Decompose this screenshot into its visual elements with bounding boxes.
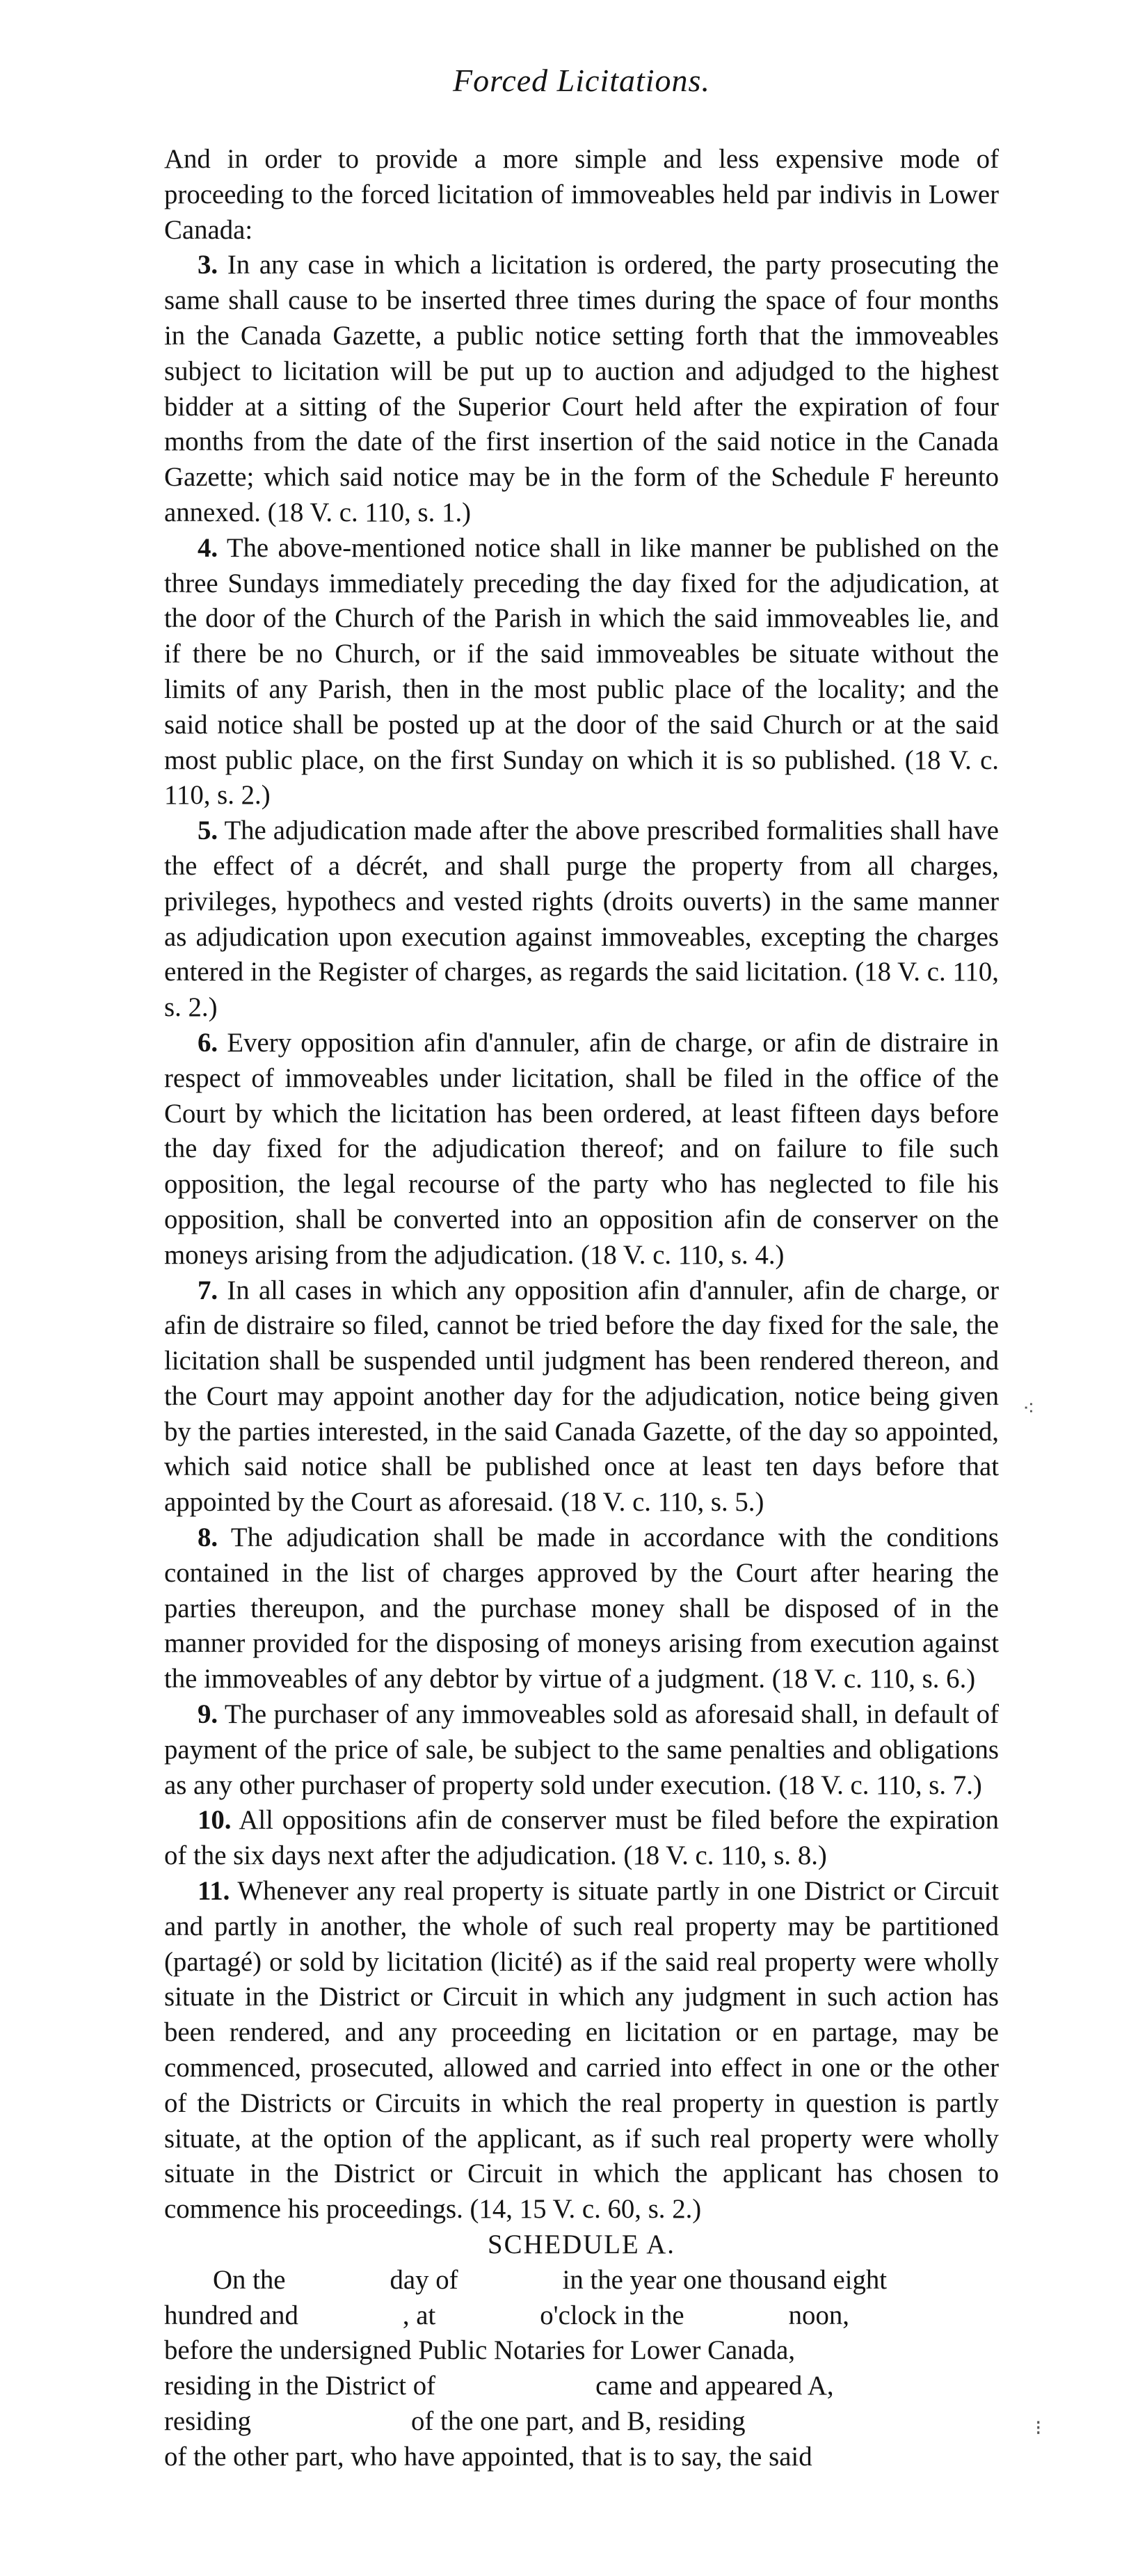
form-text: residing [164, 2406, 251, 2436]
margin-speck: ⁖ [1022, 1397, 1035, 1420]
section-4 [164, 531, 999, 813]
section-number: 8. [198, 1522, 218, 1553]
schedule-line-6: of the other part, who have appointed, that is to say, the said [164, 2441, 812, 2472]
intro-paragraph: And in order to provide a more simple and less expensive mode of proceeding to the forced licitation of immoveables held par indivis in Lower Canada: [164, 144, 999, 245]
section-number: 6. [198, 1027, 218, 1058]
schedule-line-2 [164, 2298, 999, 2334]
section-text: The purchaser of any immoveables sold as aforesaid shall, in default of payment of the price of sale, be subject to the same penalties and obligations as any other purchaser of property sold under execution. (18 V. c. 110, s. 7.) [164, 1699, 999, 1800]
section-text: In all cases in which any opposition afin d'annuler, afin de charge, or afin de distraire so filed, cannot be tried before the day fixed for the sale, the licitation shall be suspended until judgment has been rendered thereon, and the Court may appoint another day for the adjudication, notice being given by the parties interested, in the said Canada Gazette, of the day so appointed, which said notice shall be published once at least ten days before that appointed by the Court as aforesaid. (18 V. c. 110, s. 5.) [164, 1275, 999, 1518]
section-text: Whenever any real property is situate partly in one District or Circuit and partly in another, the whole of such real property may be partitioned (partagé) or sold by licitation (licité) as if the said real property were wholly situate in the District or Circuit in which any judgment in such action has been rendered, and any proceeding en licitation or en partage, may be commenced, prosecuted, allowed and carried into effect in one or the other of the Districts or Circuits in which the real property in question is partly situate, at the option of the applicant, as if such real property were wholly situate in the District or Circuit in which the applicant has chosen to commence his proceedings. (14, 15 V. c. 60, s. 2.) [164, 1876, 999, 2225]
section-8 [164, 1520, 999, 1697]
section-number: 3. [198, 250, 218, 280]
section-number: 9. [198, 1699, 218, 1730]
running-head: Forced Licitations. [453, 63, 710, 98]
section-10 [164, 1803, 999, 1874]
schedule-line-5 [164, 2404, 999, 2440]
section-text: Every opposition afin d'annuler, afin de charge, or afin de distraire in respect of immoveables under licitation, shall be filed in the office of the Court by which the licitation has been ordered, at least fifteen days before the day fixed for the adjudication thereof; and on failure to file such opposition, the legal recourse of the party who has neglected to file his opposition, shall be converted into an opposition afin de conserver on the moneys arising from the adjudication. (18 V. c. 110, s. 4.) [164, 1027, 999, 1270]
document-page [164, 61, 999, 2475]
section-number: 4. [198, 532, 218, 563]
form-text: , at [402, 2300, 436, 2330]
schedule-line-4 [164, 2369, 999, 2404]
schedule-line-1 [164, 2263, 999, 2298]
section-9 [164, 1697, 999, 1803]
form-text: o'clock in the [540, 2300, 684, 2330]
section-3 [164, 248, 999, 530]
section-11 [164, 1874, 999, 2227]
form-text: came and appeared A, [595, 2371, 834, 2401]
section-number: 7. [198, 1275, 218, 1305]
section-6 [164, 1026, 999, 1273]
form-text: of the one part, and B, residing [411, 2406, 746, 2436]
section-number: 10. [198, 1805, 232, 1836]
schedule-line-3: before the undersigned Public Notaries for Lower Canada, [164, 2335, 796, 2366]
form-text: On the [213, 2264, 286, 2295]
section-text: The above-mentioned notice shall in like manner be published on the three Sundays immediately preceding the day fixed for the adjudication, at the door of the Church of the Parish in which the said immoveables lie, and if there be no Church, or if the said immoveables be situate without the limits of any Parish, then in the most public place of the locality; and the said notice shall be posted up at the door of the said Church or at the said most public place, on the first Sunday on which it is so published. (18 V. c. 110, s. 2.) [164, 532, 1000, 811]
margin-speck: ⁝ [1035, 2417, 1042, 2440]
section-text: In any case in which a licitation is ordered, the party prosecuting the same shall cause to be inserted three times during the space of four months in the Canada Gazette, a public notice setting forth that the immoveables subject to licitation will be put up to auction and adjudged to the highest bidder at a sitting of the Superior Court held after the expiration of four months from the date of the first insertion of the said notice in the Canada Gazette; which said notice may be in the form of the Schedule F hereunto annexed. (18 V. c. 110, s. 1.) [164, 250, 999, 527]
section-text: All oppositions afin de conserver must be filed before the expiration of the six days next after the adjudication. (18 V. c. 110, s. 8.) [164, 1805, 999, 1871]
schedule-heading: SCHEDULE A. [488, 2229, 675, 2260]
section-number: 5. [198, 816, 218, 846]
form-text: hundred and [164, 2300, 298, 2330]
section-text: The adjudication shall be made in accordance with the conditions contained in the list of charges approved by the Court after hearing the parties thereupon, and the purchase money shall be disposed of in the manner provided for the disposing of moneys arising from execution against the immoveables of any debtor by virtue of a judgment. (18 V. c. 110, s. 6.) [164, 1522, 999, 1694]
section-text: The adjudication made after the above prescribed formalities shall have the effect of a décrét, and shall purge the property from all charges, privileges, hypothecs and vested rights (droits ouverts) in the same manner as adjudication upon execution against immoveables, excepting the charges entered in the Register of charges, as regards the said licitation. (18 V. c. 110, s. 2.) [164, 816, 999, 1023]
section-number: 11. [198, 1876, 230, 1907]
form-text: noon, [788, 2300, 849, 2330]
section-7 [164, 1273, 999, 1521]
form-text: in the year one thousand eight [562, 2264, 888, 2295]
form-text: residing in the District of [164, 2371, 436, 2401]
section-5 [164, 813, 999, 1026]
body-text [164, 142, 999, 2475]
form-text: day of [390, 2264, 458, 2295]
